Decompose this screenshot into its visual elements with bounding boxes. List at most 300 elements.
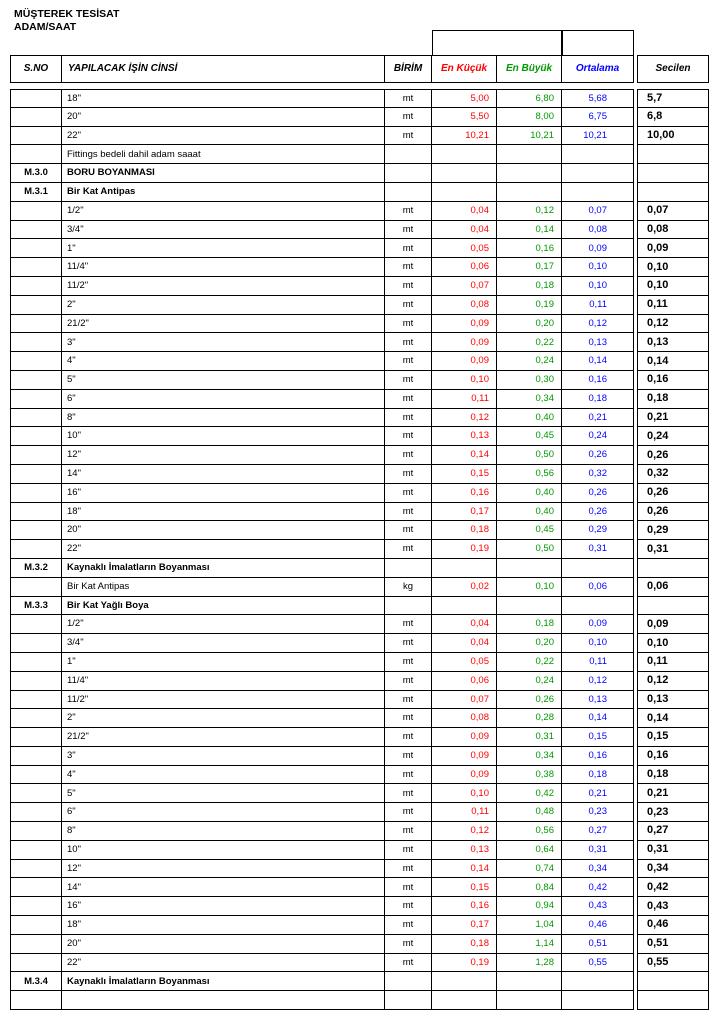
cell-avg-value: 0,14 [562,709,634,728]
cell-min-value: 0,08 [432,709,497,728]
cell-sno [10,916,62,935]
table-row [10,672,709,691]
cell-max-value: 0,12 [497,202,562,221]
cell-selected-value [637,559,709,578]
cell-avg-value [562,972,634,991]
cell-avg-value: 0,21 [562,409,634,428]
table-row [10,634,709,653]
cell-unit: mt [385,653,432,672]
table-row [10,747,709,766]
cell-avg-value: 0,42 [562,878,634,897]
cell-avg-value: 0,24 [562,427,634,446]
cell-selected-value [637,991,709,1010]
cell-work-type: 20" [62,521,385,540]
cell-unit [385,145,432,164]
cell-sno [10,427,62,446]
cell-work-type: 10" [62,841,385,860]
cell-min-value [432,183,497,202]
cell-selected-value: 0,32 [637,465,709,484]
cell-selected-value: 0,21 [637,409,709,428]
cell-work-type: Kaynaklı İmalatların Boyanması [62,559,385,578]
cell-selected-value: 0,08 [637,221,709,240]
cell-min-value: 0,12 [432,409,497,428]
column-header-work-type: YAPILACAK İŞİN CİNSİ [62,55,385,83]
cell-max-value: 0,14 [497,221,562,240]
cell-work-type: 22" [62,954,385,973]
cell-sno: M.3.1 [10,183,62,202]
cell-sno [10,296,62,315]
cell-max-value: 1,04 [497,916,562,935]
cell-sno [10,540,62,559]
column-header-avg: Ortalama [562,55,634,83]
cell-avg-value: 0,55 [562,954,634,973]
cell-work-type: 21/2" [62,315,385,334]
table-row [10,615,709,634]
cell-avg-value: 0,13 [562,333,634,352]
cell-sno: M.3.4 [10,972,62,991]
cell-max-value [497,183,562,202]
cell-sno [10,277,62,296]
cell-max-value: 1,28 [497,954,562,973]
cell-work-type: 14" [62,878,385,897]
cell-max-value [497,145,562,164]
cell-selected-value: 0,06 [637,578,709,597]
cell-selected-value: 0,26 [637,484,709,503]
table-row [10,540,709,559]
table-row [10,691,709,710]
cell-min-value: 10,21 [432,127,497,146]
cell-selected-value [637,597,709,616]
cell-selected-value: 0,51 [637,935,709,954]
table-row [10,333,709,352]
cell-avg-value: 6,75 [562,108,634,127]
cell-work-type: 1/2" [62,615,385,634]
cell-unit: mt [385,822,432,841]
table-row [10,916,709,935]
cell-unit: mt [385,446,432,465]
table-row [10,878,709,897]
column-header-unit: BİRİM [385,55,432,83]
cell-min-value: 0,09 [432,333,497,352]
cell-avg-value: 0,18 [562,766,634,785]
cell-selected-value: 5,7 [637,89,709,108]
cell-min-value: 0,19 [432,540,497,559]
cell-unit: mt [385,954,432,973]
cell-max-value [497,164,562,183]
cell-unit: mt [385,333,432,352]
cell-work-type: 1" [62,239,385,258]
cell-max-value: 0,24 [497,352,562,371]
cell-work-type: 18" [62,89,385,108]
cell-avg-value: 0,51 [562,935,634,954]
cell-selected-value: 0,21 [637,784,709,803]
cell-avg-value [562,183,634,202]
cell-avg-value: 0,26 [562,484,634,503]
table-row [10,653,709,672]
cell-max-value: 6,80 [497,89,562,108]
cell-max-value: 0,16 [497,239,562,258]
table-row [10,371,709,390]
cell-work-type: 22" [62,127,385,146]
cell-work-type: 3" [62,747,385,766]
cell-work-type: 2" [62,709,385,728]
cell-avg-value: 0,09 [562,615,634,634]
table-row [10,164,709,183]
cell-avg-value: 0,16 [562,371,634,390]
cell-unit: mt [385,409,432,428]
cell-sno [10,991,62,1010]
cell-unit: mt [385,371,432,390]
table-row [10,991,709,1010]
cell-unit: mt [385,258,432,277]
table-row [10,766,709,785]
cell-work-type: 18" [62,503,385,522]
cell-min-value: 0,08 [432,296,497,315]
cell-avg-value: 0,31 [562,841,634,860]
cell-avg-value: 0,43 [562,897,634,916]
cell-unit: mt [385,108,432,127]
cell-sno [10,108,62,127]
cell-unit: mt [385,784,432,803]
cell-max-value: 0,94 [497,897,562,916]
cell-avg-value: 0,10 [562,277,634,296]
cell-sno [10,465,62,484]
cell-max-value: 0,50 [497,446,562,465]
cell-max-value: 0,31 [497,728,562,747]
cell-avg-value: 0,13 [562,691,634,710]
cell-sno [10,390,62,409]
cell-max-value: 1,14 [497,935,562,954]
cell-sno [10,258,62,277]
cell-selected-value: 0,15 [637,728,709,747]
cell-min-value: 0,19 [432,954,497,973]
table-row [10,183,709,202]
cell-sno [10,409,62,428]
cell-work-type: 11/2" [62,277,385,296]
table-row [10,145,709,164]
cell-min-value: 0,09 [432,352,497,371]
cell-unit: mt [385,841,432,860]
cell-max-value: 0,48 [497,803,562,822]
cell-min-value: 0,09 [432,728,497,747]
cell-unit: mt [385,634,432,653]
merged-empty-header-cell-minmax [432,30,562,55]
cell-unit: mt [385,465,432,484]
cell-work-type: 20" [62,108,385,127]
cell-max-value: 0,24 [497,672,562,691]
cell-avg-value: 0,26 [562,503,634,522]
cell-sno [10,352,62,371]
cell-work-type: 5" [62,784,385,803]
table-row [10,521,709,540]
cell-selected-value: 0,10 [637,258,709,277]
cell-sno [10,709,62,728]
merged-empty-header-cell-ortalama [562,30,634,55]
cell-selected-value: 0,13 [637,333,709,352]
cell-sno [10,784,62,803]
cell-avg-value: 0,32 [562,465,634,484]
cell-avg-value: 5,68 [562,89,634,108]
cell-sno: M.3.2 [10,559,62,578]
cell-unit: mt [385,691,432,710]
cell-min-value: 0,05 [432,653,497,672]
cell-sno [10,446,62,465]
cell-min-value: 0,17 [432,503,497,522]
table-row [10,709,709,728]
cell-max-value: 0,50 [497,540,562,559]
column-header-max: En Büyük [497,55,562,83]
cell-work-type: 8" [62,822,385,841]
document-title [14,8,119,33]
table-row [10,841,709,860]
cell-unit: mt [385,521,432,540]
cell-unit: mt [385,296,432,315]
cell-max-value: 0,34 [497,390,562,409]
cell-avg-value: 0,12 [562,315,634,334]
cell-max-value [497,972,562,991]
cell-max-value: 0,84 [497,878,562,897]
cell-min-value: 0,04 [432,202,497,221]
cell-work-type: 21/2" [62,728,385,747]
cell-max-value [497,559,562,578]
document-title-line2: ADAM/SAAT [14,20,77,33]
table-row [10,202,709,221]
cell-selected-value: 0,18 [637,390,709,409]
cell-min-value: 0,17 [432,916,497,935]
cell-avg-value: 0,09 [562,239,634,258]
cell-max-value: 0,20 [497,315,562,334]
cell-work-type: Bir Kat Yağlı Boya [62,597,385,616]
cell-work-type: 12" [62,446,385,465]
cell-selected-value: 0,34 [637,860,709,879]
cell-work-type: 14" [62,465,385,484]
cell-max-value: 0,40 [497,409,562,428]
cell-selected-value: 0,26 [637,503,709,522]
cell-max-value [497,597,562,616]
cell-unit: mt [385,747,432,766]
cell-work-type: 6" [62,803,385,822]
cell-unit [385,597,432,616]
table-row [10,972,709,991]
cell-max-value: 0,19 [497,296,562,315]
cell-unit: mt [385,897,432,916]
cell-max-value: 0,22 [497,333,562,352]
cell-unit: mt [385,127,432,146]
cell-unit: mt [385,728,432,747]
cell-unit: mt [385,935,432,954]
cell-min-value [432,559,497,578]
cell-avg-value: 0,08 [562,221,634,240]
cell-selected-value: 0,10 [637,634,709,653]
cell-min-value: 0,18 [432,935,497,954]
cell-unit: mt [385,390,432,409]
cell-min-value: 0,10 [432,784,497,803]
cell-work-type: Bir Kat Antipas [62,578,385,597]
cell-avg-value: 0,11 [562,653,634,672]
cell-sno: M.3.3 [10,597,62,616]
table-row [10,803,709,822]
cell-work-type: 12" [62,860,385,879]
cell-unit: kg [385,578,432,597]
cell-unit [385,164,432,183]
cell-avg-value: 0,21 [562,784,634,803]
cell-work-type: 5" [62,371,385,390]
cell-unit: mt [385,860,432,879]
cell-work-type: 11/4" [62,672,385,691]
cell-avg-value: 0,07 [562,202,634,221]
cell-min-value: 5,00 [432,89,497,108]
cell-selected-value: 0,09 [637,239,709,258]
cell-unit: mt [385,315,432,334]
cell-min-value: 0,06 [432,672,497,691]
cell-avg-value: 0,26 [562,446,634,465]
table-row [10,296,709,315]
cell-selected-value [637,145,709,164]
cell-selected-value: 0,11 [637,653,709,672]
cell-sno [10,333,62,352]
cell-max-value: 0,22 [497,653,562,672]
cell-selected-value: 0,43 [637,897,709,916]
table-row [10,315,709,334]
cell-selected-value: 0,46 [637,916,709,935]
cell-min-value: 0,16 [432,897,497,916]
cell-work-type: 11/2" [62,691,385,710]
cell-avg-value: 0,10 [562,258,634,277]
cell-unit: mt [385,672,432,691]
cell-selected-value: 0,09 [637,615,709,634]
cell-selected-value [637,183,709,202]
cell-min-value: 5,50 [432,108,497,127]
cell-unit: mt [385,239,432,258]
table-row [10,221,709,240]
cell-avg-value: 0,06 [562,578,634,597]
cell-work-type: 1/2" [62,202,385,221]
cell-work-type: 20" [62,935,385,954]
table-row [10,427,709,446]
cell-selected-value: 0,07 [637,202,709,221]
cell-max-value [497,991,562,1010]
cell-min-value: 0,11 [432,803,497,822]
table-body [10,89,709,1010]
cell-unit: mt [385,803,432,822]
cell-sno [10,747,62,766]
cell-selected-value: 0,14 [637,352,709,371]
cell-work-type: 22" [62,540,385,559]
cell-min-value: 0,16 [432,484,497,503]
cell-sno [10,672,62,691]
cell-max-value: 0,30 [497,371,562,390]
cell-max-value: 0,42 [497,784,562,803]
cell-selected-value: 6,8 [637,108,709,127]
table-row [10,465,709,484]
cell-unit [385,972,432,991]
cell-max-value: 0,38 [497,766,562,785]
cell-selected-value: 10,00 [637,127,709,146]
cell-min-value: 0,13 [432,841,497,860]
cell-min-value: 0,10 [432,371,497,390]
cell-selected-value: 0,12 [637,315,709,334]
table-row [10,822,709,841]
cell-avg-value: 0,12 [562,672,634,691]
cell-sno [10,371,62,390]
cell-unit: mt [385,484,432,503]
cell-sno [10,202,62,221]
table-row [10,935,709,954]
cell-min-value: 0,04 [432,634,497,653]
cell-unit: mt [385,89,432,108]
table-row [10,597,709,616]
cell-sno [10,841,62,860]
table-row [10,503,709,522]
cell-min-value: 0,18 [432,521,497,540]
cell-work-type: 3" [62,333,385,352]
cell-min-value [432,991,497,1010]
column-header-sno: S.NO [10,55,62,83]
table-row [10,784,709,803]
cell-avg-value: 0,29 [562,521,634,540]
cell-selected-value: 0,31 [637,841,709,860]
cell-min-value [432,597,497,616]
cell-work-type: 11/4" [62,258,385,277]
cell-min-value: 0,04 [432,615,497,634]
cell-sno [10,145,62,164]
table-row [10,559,709,578]
cell-avg-value [562,991,634,1010]
cell-work-type: 10" [62,427,385,446]
cell-sno [10,634,62,653]
cell-unit: mt [385,503,432,522]
cell-min-value: 0,14 [432,446,497,465]
cell-selected-value: 0,18 [637,766,709,785]
cell-unit: mt [385,540,432,559]
table-row [10,728,709,747]
cell-max-value: 0,45 [497,521,562,540]
cell-selected-value: 0,16 [637,747,709,766]
cell-selected-value: 0,26 [637,446,709,465]
cell-min-value: 0,14 [432,860,497,879]
table-row [10,897,709,916]
cell-min-value: 0,15 [432,878,497,897]
cell-sno [10,897,62,916]
cell-max-value: 0,64 [497,841,562,860]
cell-work-type: Kaynaklı İmalatların Boyanması [62,972,385,991]
document-title-line1: MÜŞTEREK TESİSAT [14,8,120,20]
table-row [10,127,709,146]
cell-min-value: 0,07 [432,277,497,296]
cell-avg-value [562,597,634,616]
cell-work-type: 4" [62,766,385,785]
cell-selected-value [637,164,709,183]
cell-avg-value: 0,16 [562,747,634,766]
cell-work-type: 18" [62,916,385,935]
cell-sno [10,860,62,879]
cell-avg-value: 0,34 [562,860,634,879]
cell-max-value: 10,21 [497,127,562,146]
cell-sno [10,221,62,240]
cell-sno [10,691,62,710]
cell-avg-value: 0,18 [562,390,634,409]
cell-selected-value: 0,14 [637,709,709,728]
cell-selected-value: 0,27 [637,822,709,841]
table-row [10,239,709,258]
table-row [10,578,709,597]
cell-selected-value: 0,42 [637,878,709,897]
cell-unit: mt [385,878,432,897]
cell-avg-value [562,145,634,164]
cell-unit [385,183,432,202]
cell-min-value: 0,13 [432,427,497,446]
cell-selected-value: 0,16 [637,371,709,390]
